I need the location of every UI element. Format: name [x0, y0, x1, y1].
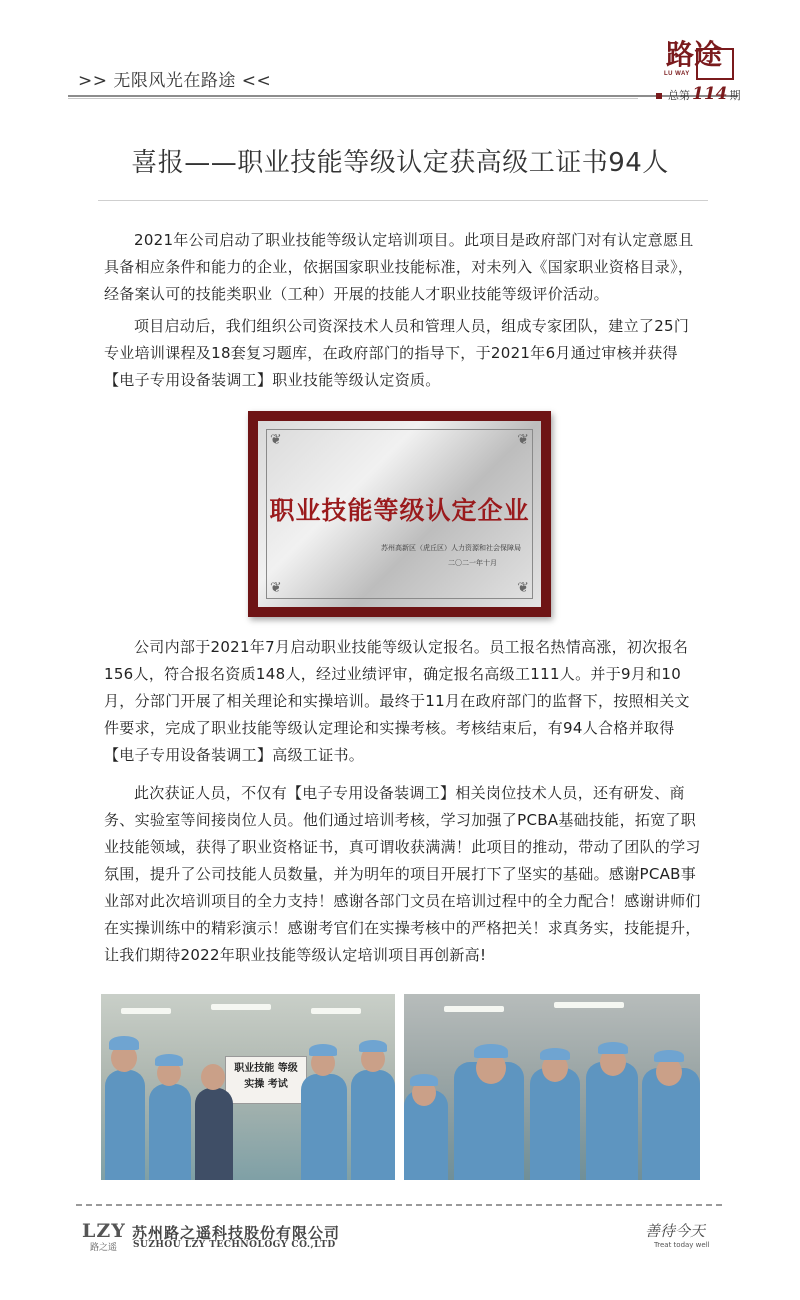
issue-number	[656, 84, 741, 104]
title-divider	[98, 200, 708, 201]
company-name-en: SUZHOU LZY TECHNOLOGY CO.,LTD	[133, 1240, 336, 1250]
person	[301, 1074, 347, 1180]
footer-divider	[76, 1204, 722, 1206]
footer-logo-sub: 路之遥	[90, 1243, 118, 1253]
ornament-icon: ❦	[517, 432, 529, 448]
paragraph-4: 此次获证人员，不仅有【电子专用设备装调工】相关岗位技术人员，还有研发、商务、实验室等间接岗位人员。他们通过培训考核，学习加强了PCBA基础技能，拓宽了职业技能领域，获得了职业资格证书，真可谓收获满满！此项目的推动，带动了团队的学习氛围，提升了公司技能人员数量，并为明年的项目开展打下了坚实的基础。感谢PCAB事业部对此次培训项目的全力支持！感谢各部门文员在培训过程中的全力配合！感谢讲师们在实操训练中的精彩演示！感谢考官们在实操考核中的严格把关！求真务实，技能提升，让我们期待2022年职业技能等级认定培训项目再创新高!	[104, 784, 701, 964]
person	[530, 1068, 580, 1180]
cap	[410, 1074, 438, 1086]
cap	[540, 1048, 570, 1060]
issue-suffix: 期	[729, 89, 741, 102]
exam-sign	[225, 1056, 307, 1104]
article-title: 喜报——职业技能等级认定获高级工证书94人	[131, 148, 669, 178]
photo-practical-training	[404, 994, 700, 1180]
plaque-plate	[258, 421, 541, 607]
cap	[155, 1054, 183, 1066]
footer-logo: LZY	[82, 1220, 126, 1242]
magazine-logo	[658, 40, 740, 80]
certification-plaque	[248, 411, 551, 617]
cap	[654, 1050, 684, 1062]
cap	[474, 1044, 508, 1058]
person	[105, 1070, 145, 1180]
issue-prefix: 总第	[668, 89, 690, 102]
slogan: 善待今天	[645, 1222, 706, 1240]
sign-line-1: 职业技能 等级	[234, 1063, 298, 1074]
plaque-issuer: 苏州高新区（虎丘区）人力资源和社会保障局	[381, 544, 521, 552]
cap	[598, 1042, 628, 1054]
ceiling-light	[121, 1008, 171, 1014]
photo-exam-group	[101, 994, 395, 1180]
ceiling-light	[444, 1006, 504, 1012]
paragraph-2: 项目启动后，我们组织公司资深技术人员和管理人员，组成专家团队，建立了25门专业培训课程及18套复习题库，在政府部门的指导下，于2021年6月通过审核并获得【电子专用设备装调工】职业技能等级认定资质。	[104, 317, 690, 389]
ornament-icon: ❦	[270, 580, 282, 596]
person-head	[201, 1064, 225, 1090]
plaque-heading: 职业技能等级认定企业	[269, 496, 530, 525]
issue-value: 114	[692, 84, 728, 104]
paragraph-1: 2021年公司启动了职业技能等级认定培训项目。此项目是政府部门对有认定意愿且具备相应条件和能力的企业，依据国家职业技能标准，对未列入《国家职业资格目录》，经备案认可的技能类职业（工种）开展的技能人才职业技能等级评价活动。	[104, 231, 694, 303]
ceiling-light	[554, 1002, 624, 1008]
slogan-en: Treat today well	[654, 1241, 710, 1249]
person	[149, 1084, 191, 1180]
cap	[109, 1036, 139, 1050]
company-name: 苏州路之遥科技股份有限公司	[132, 1224, 341, 1242]
cap	[359, 1040, 387, 1052]
logo-english: LU WAY	[664, 71, 690, 77]
header-rule-thin	[68, 98, 638, 99]
ornament-icon: ❦	[517, 580, 529, 596]
ceiling-light	[211, 1004, 271, 1010]
paragraph-3: 公司内部于2021年7月启动职业技能等级认定报名。员工报名热情高涨，初次报名156人，符合报名资质148人，经过业绩评审，确定报名高级工111人。并于9月和10月，分部门开展了相关理论和实操培训。最终于11月在政府部门的监督下，按照相关文件要求，完成了职业技能等级认定理论和实操考核。考核结束后，有94人合格并取得【电子专用设备装调工】高级工证书。	[104, 638, 690, 764]
issue-marker-icon	[656, 93, 662, 99]
person	[586, 1062, 638, 1180]
ornament-icon: ❦	[270, 432, 282, 448]
person-head	[656, 1058, 682, 1086]
person	[195, 1088, 233, 1180]
plaque-date: 二〇二一年十月	[448, 559, 497, 567]
ceiling-light	[311, 1008, 361, 1014]
sign-line-2: 实操 考试	[244, 1079, 288, 1090]
person	[351, 1070, 395, 1180]
cap	[309, 1044, 337, 1056]
section-title: >> 无限风光在路途 <<	[78, 71, 272, 91]
logo-text: 路途	[666, 38, 723, 71]
header-rule	[68, 95, 738, 97]
